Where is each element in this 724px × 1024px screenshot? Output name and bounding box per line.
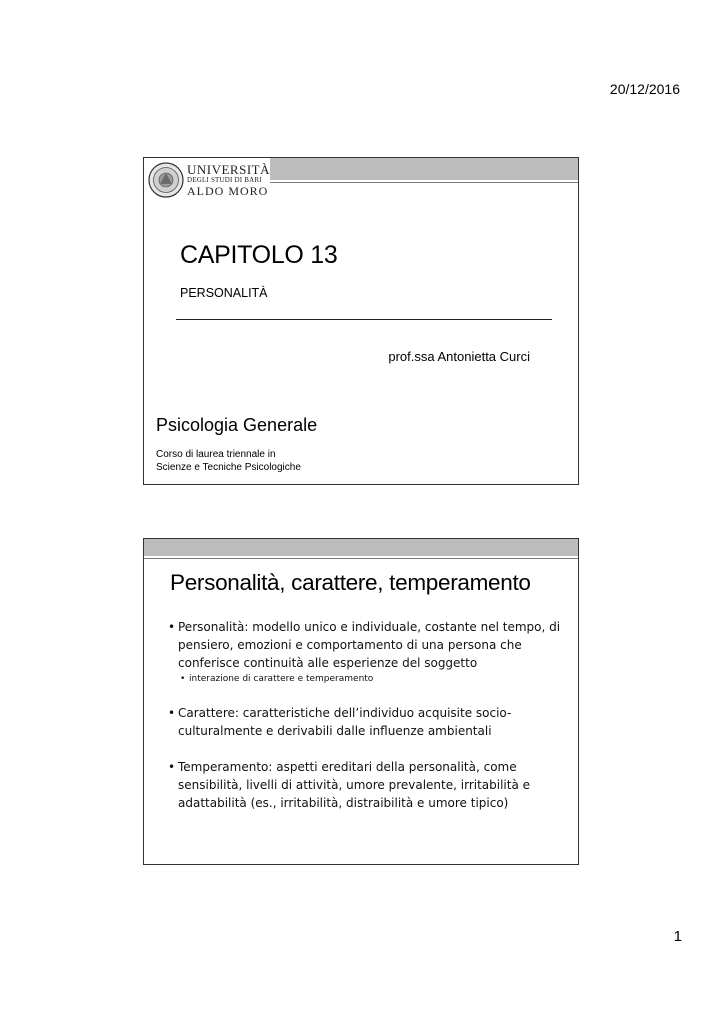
bullet-item-carattere — [168, 704, 572, 740]
bullet-text: Personalità: modello unico e individuale, costante nel tempo, di pensiero, emozioni e comportamento di una persona che conferisce continuità alle esperienze del soggetto — [178, 620, 561, 670]
bullet-text: Temperamento: aspetti ereditari della personalità, come sensibilità, livelli di attività, umore prevalente, irritabilità e adattabilità (es., irritabilità, distraibilità e umore tipico) — [178, 760, 531, 810]
logo-line-3: ALDO MORO — [187, 184, 269, 198]
title-divider — [176, 319, 552, 320]
bullet-item-temperamento — [168, 758, 572, 812]
sub-bullet-item — [180, 672, 572, 686]
university-logo — [148, 162, 276, 200]
bullet-text: interazione di carattere e temperamento — [189, 674, 374, 684]
bullet-text: Carattere: caratteristiche dell’individuo acquisite socio-culturalmente e derivabili dalle influenze ambientali — [178, 706, 512, 738]
slide-header-divider — [144, 558, 578, 559]
chapter-title: CAPITOLO 13 — [180, 241, 338, 269]
course-description — [156, 448, 301, 474]
content-slide — [143, 538, 579, 865]
chapter-subtitle: PERSONALITÀ — [180, 286, 268, 300]
course-name: Psicologia Generale — [156, 415, 318, 435]
logo-line-2: DEGLI STUDI DI BARI — [187, 176, 262, 184]
document-date: 20/12/2016 — [609, 81, 680, 97]
professor-name: prof.ssa Antonietta Curci — [388, 349, 530, 364]
page-number: 1 — [673, 928, 682, 945]
bullet-dot-icon: • — [168, 620, 176, 634]
university-seal-icon — [148, 162, 184, 198]
bullet-item-personalita — [168, 618, 572, 672]
title-slide — [143, 157, 579, 485]
slide-title: Personalità, carattere, temperamento — [170, 570, 531, 595]
logo-line-1: UNIVERSITÀ — [187, 162, 270, 177]
bullet-dot-icon: • — [168, 706, 176, 720]
bullet-dot-icon: • — [168, 760, 176, 774]
bullet-dot-icon: • — [180, 674, 186, 684]
slide-header-divider — [270, 182, 578, 183]
course-description-line-2: Scienze e Tecniche Psicologiche — [156, 462, 301, 473]
university-logo-text — [187, 163, 270, 197]
slide-header-band — [270, 158, 578, 180]
course-description-line-1: Corso di laurea triennale in — [156, 449, 276, 460]
slide-header-band — [144, 539, 578, 556]
bullet-list — [168, 618, 572, 812]
